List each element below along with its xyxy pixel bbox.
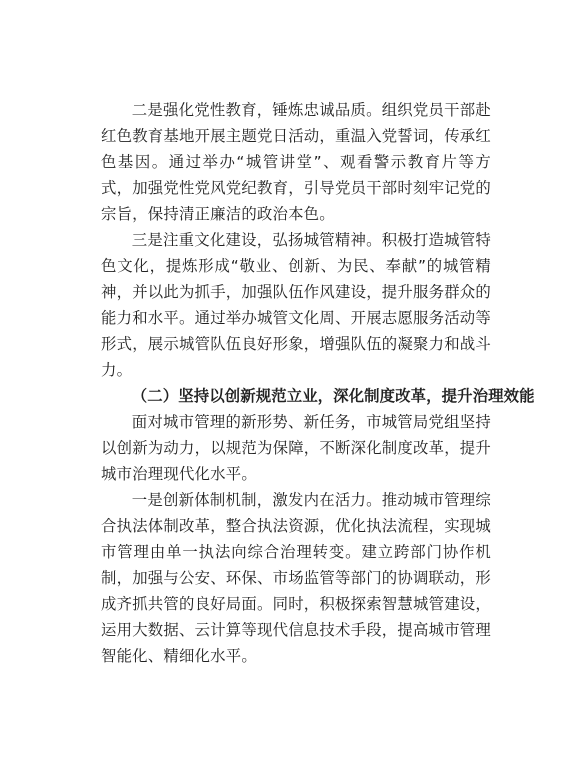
paragraph-party-education: 二是强化党性教育，锤炼忠诚品质。组织党员干部赴红色教育基地开展主题党日活动，重温入党誓词，传承红色基因。通过举办“城管讲堂”、观看警示教育片等方式，加强党性党风党纪教育，引导党员干部时刻牢记党的宗旨，保持清正廉洁的政治本色。	[101, 101, 491, 223]
paragraph-culture-building: 三是注重文化建设，弘扬城管精神。积极打造城管特色文化，提炼形成“敬业、创新、为民、奉献”的城管精神，并以此为抓手，加强队伍作风建设，提升服务群众的能力和水平。通过举办城管文化周、开展志愿服务活动等形式，展示城管队伍良好形象，增强队伍的凝聚力和战斗力。	[101, 231, 491, 379]
document-body	[101, 97, 535, 669]
paragraph-section-intro: 面对城市管理的新形势、新任务，市城管局党组坚持以创新为动力，以规范为保障，不断深化制度改革，提升城市治理现代化水平。	[101, 413, 491, 483]
paragraph-institutional-innovation: 一是创新体制机制，激发内在活力。推动城市管理综合执法体制改革，整合执法资源，优化执法流程，实现城市管理由单一执法向综合治理转变。建立跨部门协作机制，加强与公安、环保、市场监管等部门的协调联动，形成齐抓共管的良好局面。同时，积极探索智慧城管建设，运用大数据、云计算等现代信息技术手段，提高城市管理智能化、精细化水平。	[101, 491, 491, 665]
section-heading: （二）坚持以创新规范立业，深化制度改革，提升治理效能	[131, 387, 535, 405]
